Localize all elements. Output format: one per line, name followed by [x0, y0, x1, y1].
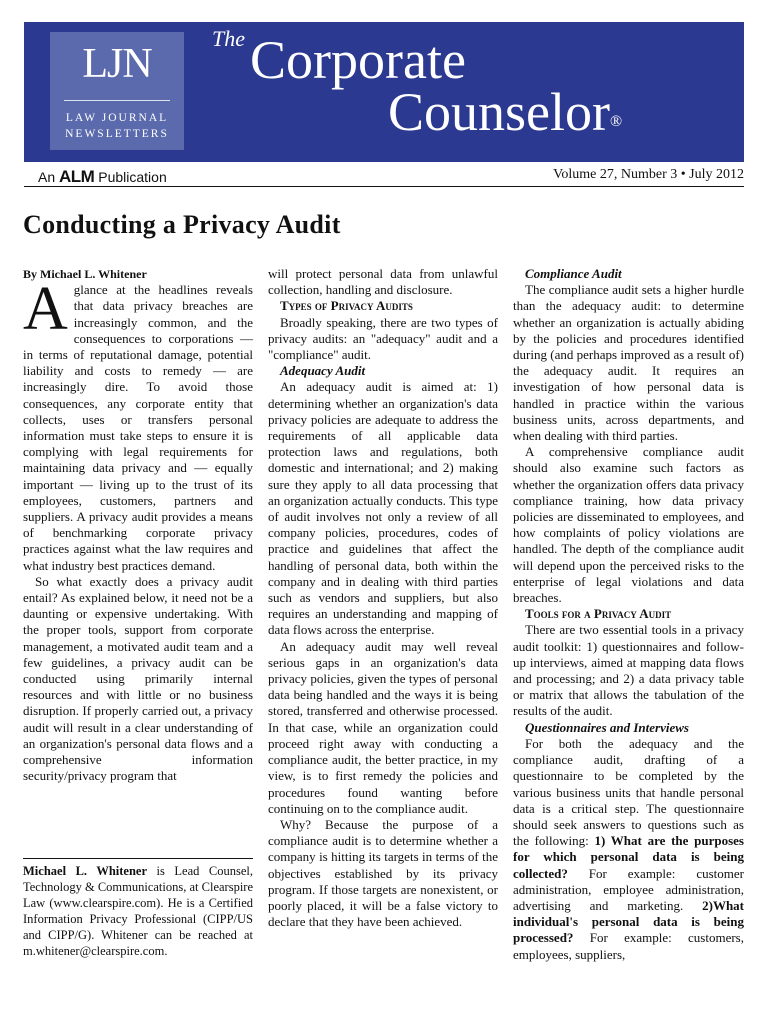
paragraph-intro [23, 275, 253, 574]
column-1 [23, 266, 253, 785]
paragraph: An adequacy audit may well reveal serious gaps in an organization's data privacy policies, given the types of personal data being handled and the ways it is being stored, transferred and otherwise processed. In that case, while an organization could proceed right away with conducting a compliance audit, the better practice, in my view, is to first remedy the policies and procedures found wanting before continuing on to the compliance audit. [268, 638, 498, 816]
paragraph-text: For example: customers, employees, suppliers, [513, 930, 744, 962]
column-3 [513, 266, 744, 963]
column-2 [268, 266, 498, 930]
drop-cap: A [23, 275, 68, 344]
author-bio-text: is Lead Counsel, Technology & Communications, at Clearspire Law (www.clearspire.com). He is a Certified Information Privacy Professional (CIPP/US and CIPP/G). Whitener can be reached at m.whitener@clearspire.com. [23, 864, 254, 958]
logo-letters: LJN [82, 41, 152, 87]
paragraph: The compliance audit sets a higher hurdle than the adequacy audit: to determine whether an organization is actually abiding by the policies and procedures identified during (and perhaps improved as a result of) the adequacy audit. It requires an investigation of how personal data is handled in practice within the various business units, across departments, and when dealing with third parties. [513, 282, 744, 444]
publisher-prefix: An [38, 169, 56, 185]
registered-mark: ® [610, 113, 623, 130]
title-line-2-text: Counselor [388, 82, 610, 142]
paragraph-questions [513, 736, 744, 963]
author-name: Michael L. Whitener [23, 864, 148, 878]
question-2: 2)What individual's personal data is being processed? [513, 897, 744, 946]
paragraph: An adequacy audit is aimed at: 1) determining whether an organization's data privacy policies are adequate to address the requirements of all applicable data protection laws and regulations, both domestic and international; and 2) making sure they apply to all data processing that an organization actually conducts. This type of audit involves not only a review of all company policies, procedures, codes of practice and guidelines that affect the handling of personal data, both within the company and in dealing with third parties such as vendors and suppliers, but also requires an understanding and mapping of data flows across the enterprise. [268, 379, 498, 638]
subsection-heading: Questionnaires and Interviews [525, 719, 689, 735]
logo-line-1: LAW JOURNAL [65, 112, 169, 124]
publisher-line [38, 167, 167, 187]
paragraph: Why? Because the purpose of a compliance audit is to determine whether a company is hitting its targets in terms of the objectives established by its privacy program. If those targets are nonexistent, or poorly placed, it will be a false victory to declare that they have been achieved. [268, 816, 498, 930]
author-bio [23, 858, 253, 959]
paragraph: Broadly speaking, there are two types of privacy audits: an "adequacy" audit and a "compliance" audit. [268, 314, 498, 363]
article-title: Conducting a Privacy Audit [23, 210, 341, 239]
title-line-2 [388, 84, 622, 140]
title-the: The [212, 26, 245, 51]
publication-row [24, 164, 744, 187]
section-heading: Tools for a Privacy Audit [525, 606, 672, 622]
alm-logo: ALM [59, 167, 95, 186]
paragraph: So what exactly does a privacy audit entail? As explained below, it need not be a daunting or expensive undertaking. With the proper tools, support from corporate management, a motivated audit team and a few guidelines, a privacy audit can be conducted using primarily internal resources and with little or no business disruption. If properly carried out, a privacy audit will result in a clear understanding of an organization's personal data flows and a comprehensive information security/privacy program that [23, 573, 253, 784]
paragraph-text: For example: customer administration, employee administration, advertising and marketing. [513, 865, 744, 913]
issue-info: Volume 27, Number 3 • July 2012 [553, 167, 744, 182]
question-1: 1) What are the purposes for which personal data is being collected? [513, 833, 744, 881]
logo-subtitle [50, 110, 184, 142]
title-line-1: Corporate [250, 30, 466, 90]
paragraph-text: For both the adequacy and the compliance audit, drafting of a questionnaire to be completed by the various business units that handle personal data is a critical step. The questionnaire should seek answers to questions such as the following: [513, 735, 744, 849]
masthead-banner [24, 22, 744, 162]
subsection-heading: Compliance Audit [525, 266, 622, 281]
paragraph-intro-text: glance at the headlines reveals that data privacy breaches are increasingly common, and the consequences to corporations — in terms of reputational damage, potential liability and costs to remedy — are increasingly dire. To avoid those consequences, any corporate entity that collects, uses or transfers personal information must take steps to ensure it is complying with legal requirements for maintaining data privacy and — equally important — living up to the trust of its employees, customers, partners and suppliers. A privacy audit provides a means of benchmarking corporate privacy practices against what the law requires and what industry best practices demand. [23, 282, 253, 573]
paragraph: will protect personal data from unlawful collection, handling and disclosure. [268, 266, 498, 298]
logo-divider [64, 100, 170, 101]
publisher-suffix: Publication [98, 169, 167, 185]
ljn-logo [50, 32, 184, 150]
paragraph: A comprehensive compliance audit should also examine such factors as whether the organization offers data privacy compliance training, how data privacy policies are disseminated to employees, and how complaints of policy violations are handled. The depth of the compliance audit will depend upon the perceived risks to the enterprise of legal violations and data breaches. [513, 444, 744, 606]
byline: By Michael L. Whitener [23, 267, 147, 281]
logo-line-2: NEWSLETTERS [65, 128, 169, 140]
section-heading: Types of Privacy Audits [280, 298, 413, 314]
paragraph: There are two essential tools in a privacy audit toolkit: 1) questionnaires and follow-up interviews, aimed at mapping data flows and processing; and 2) a data privacy table or matrix that allows the tabulation of the results of the audit. [513, 622, 744, 719]
subsection-heading: Adequacy Audit [280, 363, 366, 379]
